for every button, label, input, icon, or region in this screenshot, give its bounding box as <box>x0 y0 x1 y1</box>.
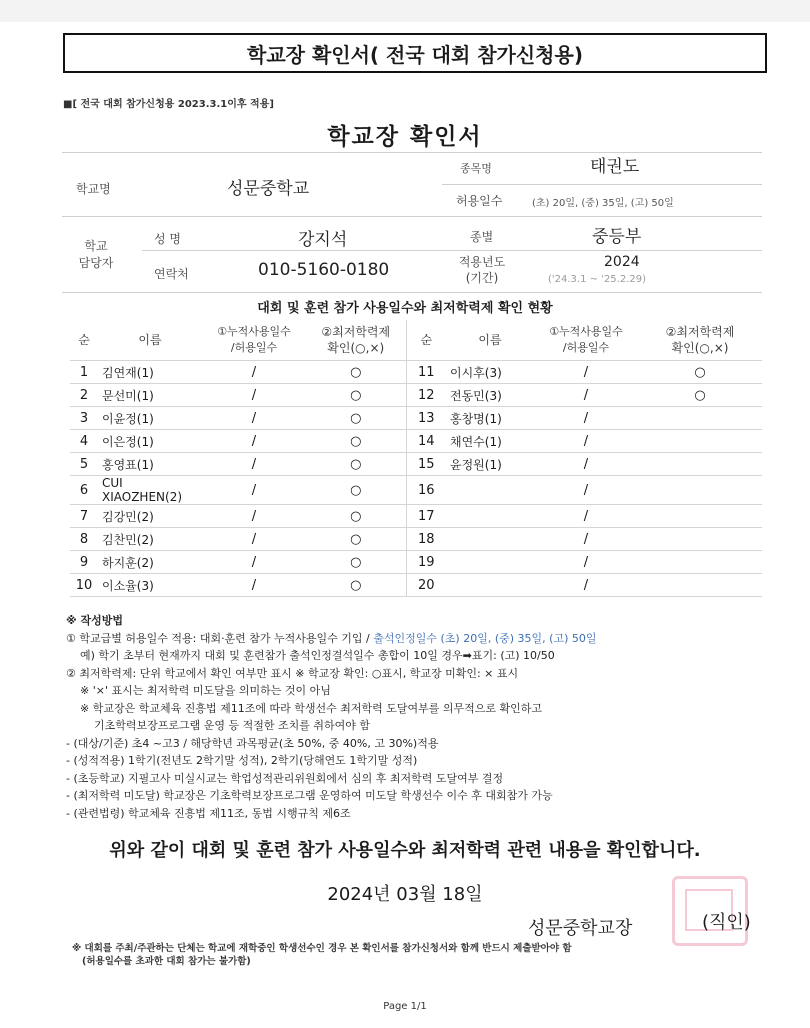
table-row <box>70 407 762 430</box>
writing-method <box>66 612 776 822</box>
cell-name: 이은정(1) <box>98 430 202 453</box>
cell-name <box>446 476 534 505</box>
cell-no: 13 <box>406 407 446 430</box>
cell-days: / <box>534 430 638 453</box>
allowed-days-label: 허용일수 <box>456 194 503 208</box>
cell-name <box>446 505 534 528</box>
cell-days: / <box>202 551 306 574</box>
cell-no: 12 <box>406 384 446 407</box>
cell-name: 이소율(3) <box>98 574 202 597</box>
cell-no: 1 <box>70 361 98 384</box>
status-section-title: 대회 및 훈련 참가 사용일수와 최저학력제 확인 현황 <box>257 301 553 316</box>
method-line: - (관련법령) 학교체육 진흥법 제11조, 동법 시행규칙 제6조 <box>66 806 351 820</box>
method-line: ※ '×' 표시는 최저학력 미도달을 의미하는 것이 아님 <box>80 684 331 697</box>
method-line: 기초학력보장프로그램 운영 등 적절한 조치를 취하여야 함 <box>94 719 371 732</box>
header-days: ①누적사용일수 /허용일수 <box>534 320 638 361</box>
table-row <box>70 453 762 476</box>
table-row <box>70 361 762 384</box>
cell-days: / <box>534 574 638 597</box>
header-name: 이름 <box>98 320 202 361</box>
table-row <box>70 574 762 597</box>
method-line: 예) 학기 초부터 현재까지 대회 및 훈련참가 출석인정결석일수 총합이 10일 경우➡표기: (고) 10/50 <box>80 649 555 662</box>
table-row <box>70 384 762 407</box>
cell-days: / <box>202 384 306 407</box>
division-value: 중등부 <box>592 227 642 247</box>
table-row <box>70 505 762 528</box>
divider <box>442 184 762 185</box>
cell-name: 김강민(2) <box>98 505 202 528</box>
cell-check: ○ <box>638 361 762 384</box>
school-label: 학교명 <box>76 182 111 196</box>
table-row <box>70 528 762 551</box>
status-table-body <box>70 361 762 597</box>
cell-check: ○ <box>306 407 406 430</box>
cell-no: 3 <box>70 407 98 430</box>
cell-no: 18 <box>406 528 446 551</box>
cell-no: 15 <box>406 453 446 476</box>
cell-no: 16 <box>406 476 446 505</box>
table-row <box>70 430 762 453</box>
cell-days: / <box>202 505 306 528</box>
cell-no: 4 <box>70 430 98 453</box>
cell-name: CUI XIAOZHEN(2) <box>98 476 202 505</box>
method-line: ※ 학교장은 학교체육 진흥법 제11조에 따라 학생선수 최저학력 도달여부를 의무적으로 확인하고 <box>80 701 542 715</box>
cell-days: / <box>534 384 638 407</box>
cell-no: 19 <box>406 551 446 574</box>
event-label: 종목명 <box>460 162 492 175</box>
cell-days: / <box>534 505 638 528</box>
name-value: 강지석 <box>298 230 348 250</box>
issue-date: 2024년 03월 18일 <box>327 884 483 905</box>
cell-name: 전동민(3) <box>446 384 534 407</box>
header-no: 순 <box>70 320 98 361</box>
name-label: 성 명 <box>154 232 181 246</box>
page-number: Page 1/1 <box>383 1001 427 1012</box>
header-academic: ②최저학력제 확인(○,×) <box>306 320 406 361</box>
cell-no: 14 <box>406 430 446 453</box>
header-days: ①누적사용일수 /허용일수 <box>202 320 306 361</box>
cell-no: 10 <box>70 574 98 597</box>
divider <box>62 292 762 293</box>
footer-note <box>72 942 772 968</box>
school-name: 성문중학교 <box>227 179 310 199</box>
cell-days: / <box>534 407 638 430</box>
cell-days: / <box>202 361 306 384</box>
cell-days: / <box>534 453 638 476</box>
cell-no: 11 <box>406 361 446 384</box>
method-line: - (초등학교) 지필고사 미실시교는 학업성적관리위원회에서 심의 후 최저학력 도달여부 결정 <box>66 771 504 785</box>
year-value: 2024 <box>604 254 640 270</box>
principal-name: 성문중학교장 <box>528 918 633 939</box>
footer-note-line: (허용일수를 초과한 대회 참가는 불가함) <box>82 956 251 967</box>
cell-days: / <box>202 430 306 453</box>
cell-name: 이윤정(1) <box>98 407 202 430</box>
cell-days: / <box>202 453 306 476</box>
cell-name <box>446 574 534 597</box>
top-bar <box>0 0 810 22</box>
cell-check: ○ <box>306 384 406 407</box>
cell-check: ○ <box>306 476 406 505</box>
cell-days: / <box>534 361 638 384</box>
main-title: 학교장 확인서 <box>327 124 483 150</box>
cell-name <box>446 551 534 574</box>
cell-name: 윤정원(1) <box>446 453 534 476</box>
cell-no: 8 <box>70 528 98 551</box>
cell-days: / <box>534 476 638 505</box>
cell-days: / <box>534 551 638 574</box>
cell-check: ○ <box>306 361 406 384</box>
cell-check: ○ <box>306 430 406 453</box>
cell-check: ○ <box>306 453 406 476</box>
cell-name: 김연재(1) <box>98 361 202 384</box>
cell-check <box>638 407 762 430</box>
cell-check: ○ <box>306 528 406 551</box>
period-value: ('24.3.1 ~ '25.2.29) <box>548 274 647 285</box>
year-label: 적용년도 (기간) <box>458 255 506 285</box>
cell-days: / <box>534 528 638 551</box>
contact-value: 010-5160-0180 <box>258 260 390 280</box>
method-highlight: 출석인정일수 (초) 20일, (중) 35일, (고) 50일 <box>373 631 597 645</box>
cell-check <box>638 574 762 597</box>
document-title: 학교장 확인서( 전국 대회 참가신청용) <box>247 42 583 67</box>
cell-no: 6 <box>70 476 98 505</box>
cell-check <box>638 505 762 528</box>
confirmation-statement: 위와 같이 대회 및 훈련 참가 사용일수와 최저학력 관련 내용을 확인합니다. <box>109 840 701 861</box>
cell-name: 문선미(1) <box>98 384 202 407</box>
cell-check <box>638 528 762 551</box>
cell-name: 채연수(1) <box>446 430 534 453</box>
cell-name: 홍영표(1) <box>98 453 202 476</box>
method-title: ※ 작성방법 <box>66 614 124 627</box>
method-line: - (최저학력 미도달) 학교장은 기초학력보장프로그램 운영하여 미도달 학생선수 이수 후 대회참가 가능 <box>66 789 553 802</box>
method-line: - (대상/기준) 초4 ~고3 / 해당학년 과목평균(초 50%, 중 40%, 고 30%)적용 <box>66 736 439 750</box>
cell-name: 김찬민(2) <box>98 528 202 551</box>
cell-days: / <box>202 574 306 597</box>
cell-name: 하지훈(2) <box>98 551 202 574</box>
cell-no: 5 <box>70 453 98 476</box>
cell-check: ○ <box>638 384 762 407</box>
cell-check <box>638 551 762 574</box>
document-title-box <box>63 33 767 73</box>
cell-check: ○ <box>306 551 406 574</box>
allowed-days-value: (초) 20일, (중) 35일, (고) 50일 <box>532 198 674 209</box>
event-value: 태권도 <box>590 157 640 177</box>
manager-label: 학교 담당자 <box>78 239 114 270</box>
cell-days: / <box>202 528 306 551</box>
cell-no: 20 <box>406 574 446 597</box>
method-text: ① 학교급별 허용일수 적용: 대회·훈련 참가 누적사용일수 기입 / <box>66 631 374 645</box>
cell-check <box>638 453 762 476</box>
seal-label: (직인) <box>702 912 751 933</box>
divider <box>62 152 762 153</box>
cell-name: 홍창명(1) <box>446 407 534 430</box>
cell-name <box>446 528 534 551</box>
cell-no: 7 <box>70 505 98 528</box>
cell-days: / <box>202 407 306 430</box>
cell-check <box>638 430 762 453</box>
cell-check: ○ <box>306 505 406 528</box>
table-row <box>70 476 762 505</box>
header-no: 순 <box>406 320 446 361</box>
table-row <box>70 551 762 574</box>
cell-name: 이시후(3) <box>446 361 534 384</box>
footer-note-line: ※ 대회를 주최/주관하는 단체는 학교에 재학중인 학생선수인 경우 본 확인서를 참가신청서와 함께 반드시 제출받아야 함 <box>72 943 572 954</box>
cell-check <box>638 476 762 505</box>
cell-check: ○ <box>306 574 406 597</box>
status-table <box>70 320 762 597</box>
header-name: 이름 <box>446 320 534 361</box>
header-academic: ②최저학력제 확인(○,×) <box>638 320 762 361</box>
cell-no: 2 <box>70 384 98 407</box>
divider <box>62 216 762 217</box>
cell-no: 9 <box>70 551 98 574</box>
notice-text: ■[ 전국 대회 참가신청용 2023.3.1이후 적용] <box>63 99 274 110</box>
cell-no: 17 <box>406 505 446 528</box>
division-label: 종별 <box>470 230 494 244</box>
cell-days: / <box>202 476 306 505</box>
divider <box>142 250 762 251</box>
method-line <box>66 630 776 648</box>
method-line: - (성적적용) 1학기(전년도 2학기말 성적), 2학기(당해연도 1학기말 성적) <box>66 754 418 767</box>
info-section <box>62 150 762 294</box>
table-header-row <box>70 320 762 361</box>
contact-label: 연락처 <box>154 267 189 281</box>
method-line: ② 최저학력제: 단위 학교에서 확인 여부만 표시 ※ 학교장 확인: ○표시, 학교장 미확인: × 표시 <box>66 666 519 680</box>
